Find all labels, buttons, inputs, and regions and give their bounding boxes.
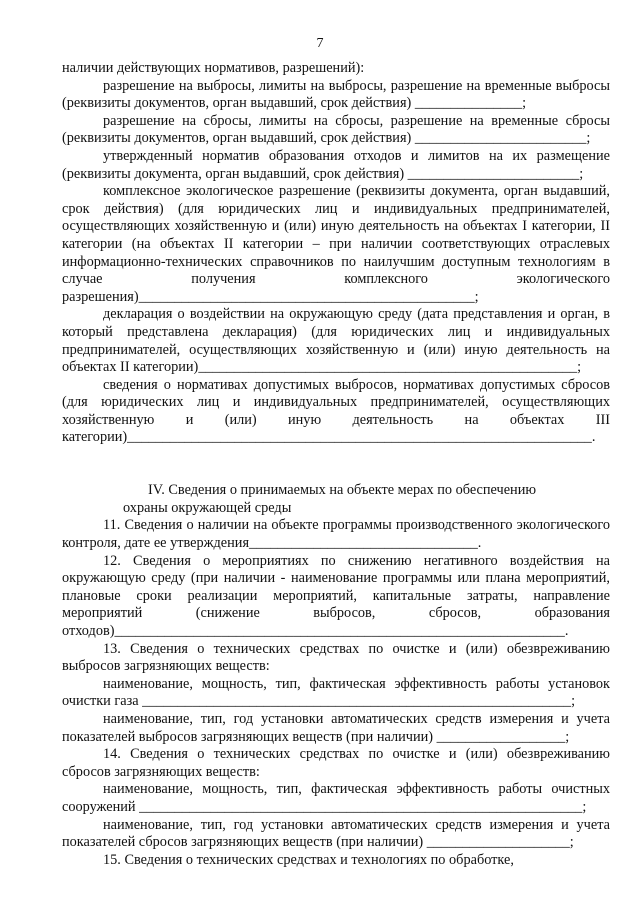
document-body: [62, 60, 610, 869]
paragraph: декларация о воздействии на окружающую среду (дата представления и орган, в который представлена декларация) (для юридических лиц и индивидуальных предпринимателей, осуществляющих хозяйственную и (или) иную деятельность на объектах II категории)_____________________________________________________;: [62, 306, 610, 376]
paragraph: утвержденный норматив образования отходов и лимитов на их размещение (реквизиты документа, орган выдавший, срок действия) ________________________;: [62, 147, 610, 182]
paragraph: наименование, тип, год установки автоматических средств измерения и учета показателей сбросов загрязняющих веществ (при наличии) ____________________;: [62, 816, 610, 851]
paragraph: наличии действующих нормативов, разрешений):: [62, 60, 365, 76]
paragraph: наименование, мощность, тип, фактическая эффективность работы установок очистки газа ____________________________________________________________;: [62, 675, 610, 710]
paragraph: разрешение на сбросы, лимиты на сбросы, разрешение на временные сбросы (реквизиты документов, орган выдавший, срок действия) ________________________;: [62, 112, 610, 147]
paragraph: наименование, тип, год установки автоматических средств измерения и учета показателей выбросов загрязняющих веществ (при наличии) __________________;: [62, 710, 610, 745]
paragraph: комплексное экологическое разрешение (реквизиты документа, орган выдавший, срок действия) (для юридических лиц и индивидуальных предпринимателей, осуществляющих хозяйственную и (или) иную деятельность на объектах I категории, II категории (на объектах II категории – при наличии соответствующих отраслевых информационно-технических справочников по наилучшим доступным технологиям в случае получения комплексного экологического разрешения)_______________________________________________;: [62, 183, 610, 305]
paragraph: сведения о нормативах допустимых выбросов, нормативах допустимых сбросов (для юридических лиц и индивидуальных предпринимателей, осуществляющих хозяйственную и (или) иную деятельность на объектах III категории)_________________________________________________________________.: [62, 376, 610, 446]
paragraph: 12. Сведения о мероприятиях по снижению негативного воздействия на окружающую среду (при наличии - наименование программы или плана мероприятий, плановые сроки реализации мероприятий, капитальные затраты, направление мероприятий (снижение выбросов, сбросов, образования отходов)_______________________________________________________________.: [62, 552, 610, 639]
spacer: [62, 447, 610, 465]
section-heading: IV. Сведения о принимаемых на объекте мерах по обеспечению: [148, 482, 537, 499]
paragraph: 15. Сведения о технических средствах и технологиях по обработке,: [103, 851, 514, 868]
page-number: 7: [316, 36, 324, 51]
paragraph: 14. Сведения о технических средствах по очистке и (или) обезвреживанию сбросов загрязняющих веществ:: [62, 746, 610, 780]
paragraph: разрешение на выбросы, лимиты на выбросы, разрешение на временные выбросы (реквизиты документов, орган выдавший, срок действия) _______________;: [62, 77, 610, 112]
paragraph: 11. Сведения о наличии на объекте программы производственного экологического контроля, дате ее утверждения________________________________.: [62, 517, 610, 552]
section-heading-continued: охраны окружающей среды: [123, 499, 292, 516]
paragraph: наименование, мощность, тип, фактическая эффективность работы очистных сооружений ______________________________________________________________;: [62, 781, 610, 815]
paragraph: 13. Сведения о технических средствах по очистке и (или) обезвреживанию выбросов загрязняющих веществ:: [62, 640, 610, 675]
